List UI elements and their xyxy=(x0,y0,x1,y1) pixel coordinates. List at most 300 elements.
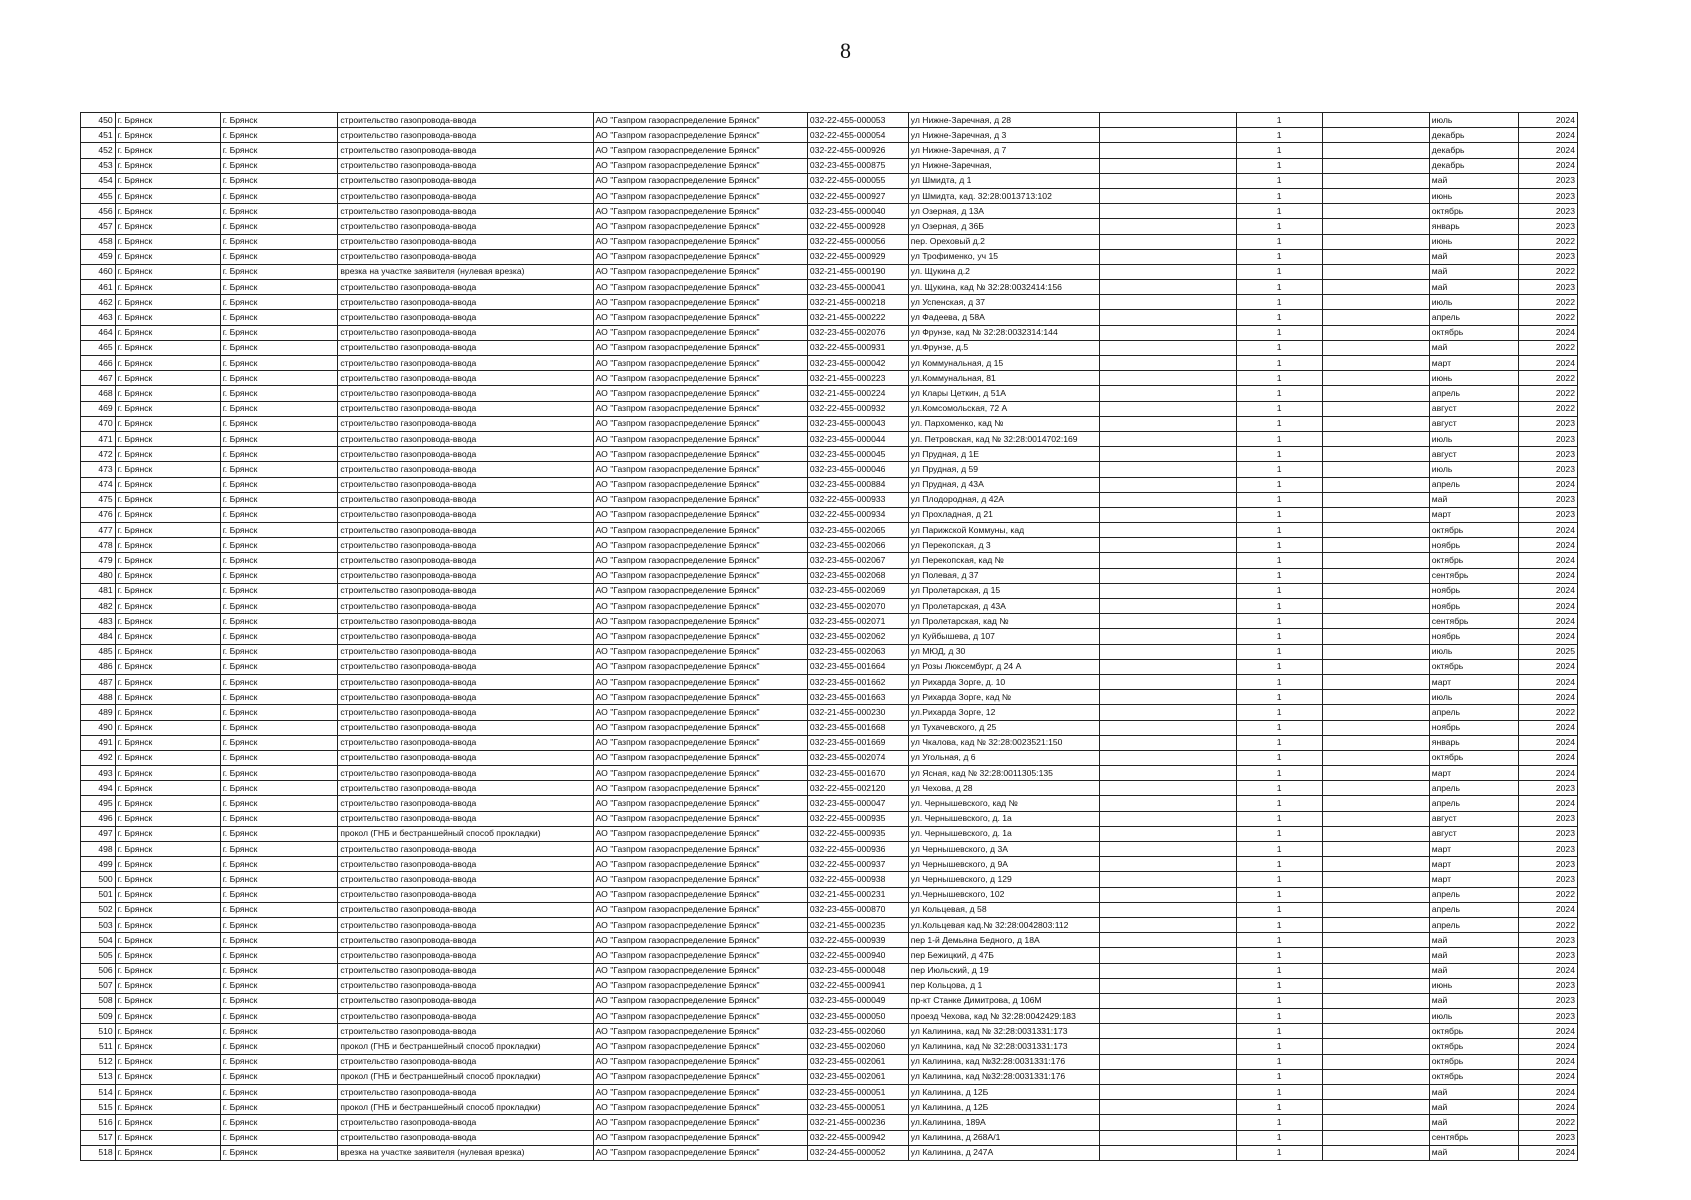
work-type-cell: строительство газопровода-ввода xyxy=(338,113,593,128)
empty-cell xyxy=(1322,1145,1429,1160)
settlement-cell: г. Брянск xyxy=(220,356,338,371)
table-row xyxy=(81,264,1578,279)
year-cell: 2024 xyxy=(1519,735,1578,750)
address-cell: ул Нижне-Заречная, xyxy=(908,158,1099,173)
year-cell: 2024 xyxy=(1519,128,1578,143)
table-row xyxy=(81,386,1578,401)
municipality-cell: г. Брянск xyxy=(115,1039,220,1054)
municipality-cell: г. Брянск xyxy=(115,310,220,325)
settlement-cell: г. Брянск xyxy=(220,188,338,203)
year-cell: 2024 xyxy=(1519,796,1578,811)
empty-cell xyxy=(1322,507,1429,522)
quantity-cell: 1 xyxy=(1236,978,1322,993)
organization-cell: АО "Газпром газораспределение Брянск" xyxy=(593,371,807,386)
row-number: 482 xyxy=(81,599,116,614)
address-cell: ул Озерная, д 36Б xyxy=(908,219,1099,234)
settlement-cell: г. Брянск xyxy=(220,507,338,522)
month-cell: май xyxy=(1429,1115,1518,1130)
settlement-cell: г. Брянск xyxy=(220,644,338,659)
registry-number-cell: 032-23-455-000051 xyxy=(807,1085,908,1100)
table-row xyxy=(81,128,1578,143)
empty-cell xyxy=(1099,128,1236,143)
year-cell: 2023 xyxy=(1519,492,1578,507)
registry-number-cell: 032-23-455-000048 xyxy=(807,963,908,978)
municipality-cell: г. Брянск xyxy=(115,143,220,158)
registry-number-cell: 032-22-455-000940 xyxy=(807,948,908,963)
quantity-cell: 1 xyxy=(1236,1130,1322,1145)
address-cell: ул Нижне-Заречная, д 28 xyxy=(908,113,1099,128)
empty-cell xyxy=(1099,781,1236,796)
quantity-cell: 1 xyxy=(1236,781,1322,796)
empty-cell xyxy=(1099,583,1236,598)
year-cell: 2024 xyxy=(1519,523,1578,538)
year-cell: 2023 xyxy=(1519,1130,1578,1145)
empty-cell xyxy=(1322,872,1429,887)
row-number: 516 xyxy=(81,1115,116,1130)
table-row xyxy=(81,826,1578,841)
municipality-cell: г. Брянск xyxy=(115,750,220,765)
registry-number-cell: 032-21-455-000230 xyxy=(807,705,908,720)
month-cell: ноябрь xyxy=(1429,720,1518,735)
work-type-cell: строительство газопровода-ввода xyxy=(338,583,593,598)
quantity-cell: 1 xyxy=(1236,948,1322,963)
registry-number-cell: 032-23-455-002070 xyxy=(807,599,908,614)
year-cell: 2023 xyxy=(1519,204,1578,219)
quantity-cell: 1 xyxy=(1236,325,1322,340)
empty-cell xyxy=(1099,887,1236,902)
work-type-cell: врезка на участке заявителя (нулевая врезка) xyxy=(338,264,593,279)
table-row xyxy=(81,1054,1578,1069)
registry-number-cell: 032-23-455-000046 xyxy=(807,462,908,477)
empty-cell xyxy=(1099,978,1236,993)
settlement-cell: г. Брянск xyxy=(220,249,338,264)
table-row xyxy=(81,599,1578,614)
month-cell: май xyxy=(1429,173,1518,188)
organization-cell: АО "Газпром газораспределение Брянск" xyxy=(593,264,807,279)
row-number: 502 xyxy=(81,902,116,917)
municipality-cell: г. Брянск xyxy=(115,204,220,219)
empty-cell xyxy=(1099,1145,1236,1160)
municipality-cell: г. Брянск xyxy=(115,325,220,340)
row-number: 500 xyxy=(81,872,116,887)
month-cell: декабрь xyxy=(1429,143,1518,158)
empty-cell xyxy=(1322,750,1429,765)
settlement-cell: г. Брянск xyxy=(220,705,338,720)
empty-cell xyxy=(1322,659,1429,674)
organization-cell: АО "Газпром газораспределение Брянск" xyxy=(593,933,807,948)
organization-cell: АО "Газпром газораспределение Брянск" xyxy=(593,507,807,522)
organization-cell: АО "Газпром газораспределение Брянск" xyxy=(593,143,807,158)
month-cell: октябрь xyxy=(1429,1039,1518,1054)
row-number: 458 xyxy=(81,234,116,249)
organization-cell: АО "Газпром газораспределение Брянск" xyxy=(593,158,807,173)
empty-cell xyxy=(1322,766,1429,781)
table-row xyxy=(81,158,1578,173)
empty-cell xyxy=(1322,1039,1429,1054)
empty-cell xyxy=(1099,219,1236,234)
registry-number-cell: 032-23-455-002067 xyxy=(807,553,908,568)
work-type-cell: строительство газопровода-ввода xyxy=(338,720,593,735)
registry-number-cell: 032-22-455-000942 xyxy=(807,1130,908,1145)
empty-cell xyxy=(1099,1024,1236,1039)
row-number: 454 xyxy=(81,173,116,188)
month-cell: май xyxy=(1429,963,1518,978)
table-row xyxy=(81,113,1578,128)
address-cell: ул. Чернышевского, д. 1а xyxy=(908,826,1099,841)
settlement-cell: г. Брянск xyxy=(220,1039,338,1054)
registry-number-cell: 032-23-455-000044 xyxy=(807,431,908,446)
settlement-cell: г. Брянск xyxy=(220,796,338,811)
year-cell: 2024 xyxy=(1519,158,1578,173)
empty-cell xyxy=(1322,356,1429,371)
empty-cell xyxy=(1322,781,1429,796)
row-number: 508 xyxy=(81,993,116,1008)
month-cell: май xyxy=(1429,1085,1518,1100)
settlement-cell: г. Брянск xyxy=(220,280,338,295)
year-cell: 2023 xyxy=(1519,842,1578,857)
registry-number-cell: 032-21-455-000235 xyxy=(807,917,908,932)
year-cell: 2024 xyxy=(1519,538,1578,553)
empty-cell xyxy=(1322,917,1429,932)
table-row xyxy=(81,644,1578,659)
registry-number-cell: 032-23-455-002065 xyxy=(807,523,908,538)
municipality-cell: г. Брянск xyxy=(115,416,220,431)
month-cell: март xyxy=(1429,356,1518,371)
quantity-cell: 1 xyxy=(1236,1115,1322,1130)
organization-cell: АО "Газпром газораспределение Брянск" xyxy=(593,690,807,705)
table-row xyxy=(81,431,1578,446)
empty-cell xyxy=(1099,674,1236,689)
address-cell: ул Фадеева, д 58А xyxy=(908,310,1099,325)
month-cell: апрель xyxy=(1429,477,1518,492)
work-type-cell: строительство газопровода-ввода xyxy=(338,310,593,325)
year-cell: 2024 xyxy=(1519,583,1578,598)
municipality-cell: г. Брянск xyxy=(115,887,220,902)
registry-number-cell: 032-22-455-000935 xyxy=(807,811,908,826)
month-cell: июль xyxy=(1429,431,1518,446)
address-cell: ул Чернышевского, д 129 xyxy=(908,872,1099,887)
organization-cell: АО "Газпром газораспределение Брянск" xyxy=(593,796,807,811)
month-cell: ноябрь xyxy=(1429,538,1518,553)
empty-cell xyxy=(1322,1130,1429,1145)
registry-number-cell: 032-23-455-000050 xyxy=(807,1009,908,1024)
table-row xyxy=(81,933,1578,948)
organization-cell: АО "Газпром газораспределение Брянск" xyxy=(593,234,807,249)
table-row xyxy=(81,750,1578,765)
quantity-cell: 1 xyxy=(1236,401,1322,416)
month-cell: июль xyxy=(1429,690,1518,705)
year-cell: 2024 xyxy=(1519,614,1578,629)
address-cell: ул Калинина, кад №32:28:0031331:176 xyxy=(908,1069,1099,1084)
settlement-cell: г. Брянск xyxy=(220,1069,338,1084)
empty-cell xyxy=(1099,401,1236,416)
empty-cell xyxy=(1099,158,1236,173)
municipality-cell: г. Брянск xyxy=(115,219,220,234)
registry-number-cell: 032-23-455-002063 xyxy=(807,644,908,659)
table-row xyxy=(81,583,1578,598)
municipality-cell: г. Брянск xyxy=(115,523,220,538)
month-cell: март xyxy=(1429,674,1518,689)
row-number: 465 xyxy=(81,340,116,355)
year-cell: 2023 xyxy=(1519,188,1578,203)
quantity-cell: 1 xyxy=(1236,1054,1322,1069)
empty-cell xyxy=(1322,583,1429,598)
organization-cell: АО "Газпром газораспределение Брянск" xyxy=(593,887,807,902)
year-cell: 2024 xyxy=(1519,143,1578,158)
work-type-cell: строительство газопровода-ввода xyxy=(338,887,593,902)
year-cell: 2024 xyxy=(1519,1145,1578,1160)
work-type-cell: строительство газопровода-ввода xyxy=(338,249,593,264)
month-cell: октябрь xyxy=(1429,1054,1518,1069)
month-cell: апрель xyxy=(1429,705,1518,720)
table-row xyxy=(81,219,1578,234)
registry-number-cell: 032-23-455-001664 xyxy=(807,659,908,674)
row-number: 455 xyxy=(81,188,116,203)
address-cell: ул.Чернышевского, 102 xyxy=(908,887,1099,902)
address-cell: пер. Ореховый д.2 xyxy=(908,234,1099,249)
empty-cell xyxy=(1099,553,1236,568)
empty-cell xyxy=(1322,173,1429,188)
month-cell: май xyxy=(1429,1100,1518,1115)
empty-cell xyxy=(1322,416,1429,431)
settlement-cell: г. Брянск xyxy=(220,325,338,340)
municipality-cell: г. Брянск xyxy=(115,1069,220,1084)
month-cell: июль xyxy=(1429,462,1518,477)
quantity-cell: 1 xyxy=(1236,674,1322,689)
year-cell: 2024 xyxy=(1519,674,1578,689)
registry-number-cell: 032-22-455-000934 xyxy=(807,507,908,522)
year-cell: 2022 xyxy=(1519,234,1578,249)
month-cell: апрель xyxy=(1429,781,1518,796)
organization-cell: АО "Газпром газораспределение Брянск" xyxy=(593,1145,807,1160)
empty-cell xyxy=(1099,1054,1236,1069)
settlement-cell: г. Брянск xyxy=(220,674,338,689)
municipality-cell: г. Брянск xyxy=(115,492,220,507)
empty-cell xyxy=(1099,113,1236,128)
work-type-cell: строительство газопровода-ввода xyxy=(338,766,593,781)
quantity-cell: 1 xyxy=(1236,659,1322,674)
quantity-cell: 1 xyxy=(1236,538,1322,553)
work-type-cell: строительство газопровода-ввода xyxy=(338,1009,593,1024)
municipality-cell: г. Брянск xyxy=(115,249,220,264)
month-cell: октябрь xyxy=(1429,1069,1518,1084)
settlement-cell: г. Брянск xyxy=(220,690,338,705)
municipality-cell: г. Брянск xyxy=(115,993,220,1008)
month-cell: июнь xyxy=(1429,188,1518,203)
work-type-cell: строительство газопровода-ввода xyxy=(338,811,593,826)
empty-cell xyxy=(1099,811,1236,826)
address-cell: пер 1-й Демьяна Бедного, д 18А xyxy=(908,933,1099,948)
work-type-cell: строительство газопровода-ввода xyxy=(338,1054,593,1069)
work-type-cell: врезка на участке заявителя (нулевая врезка) xyxy=(338,1145,593,1160)
quantity-cell: 1 xyxy=(1236,158,1322,173)
empty-cell xyxy=(1322,431,1429,446)
quantity-cell: 1 xyxy=(1236,796,1322,811)
row-number: 493 xyxy=(81,766,116,781)
quantity-cell: 1 xyxy=(1236,872,1322,887)
empty-cell xyxy=(1099,1100,1236,1115)
empty-cell xyxy=(1099,933,1236,948)
organization-cell: АО "Газпром газораспределение Брянск" xyxy=(593,128,807,143)
empty-cell xyxy=(1099,295,1236,310)
registry-number-cell: 032-23-455-000041 xyxy=(807,280,908,295)
work-type-cell: строительство газопровода-ввода xyxy=(338,492,593,507)
work-type-cell: строительство газопровода-ввода xyxy=(338,188,593,203)
empty-cell xyxy=(1099,1039,1236,1054)
year-cell: 2024 xyxy=(1519,1069,1578,1084)
empty-cell xyxy=(1322,538,1429,553)
quantity-cell: 1 xyxy=(1236,993,1322,1008)
empty-cell xyxy=(1322,705,1429,720)
quantity-cell: 1 xyxy=(1236,568,1322,583)
row-number: 467 xyxy=(81,371,116,386)
settlement-cell: г. Брянск xyxy=(220,872,338,887)
organization-cell: АО "Газпром газораспределение Брянск" xyxy=(593,1100,807,1115)
year-cell: 2024 xyxy=(1519,720,1578,735)
municipality-cell: г. Брянск xyxy=(115,431,220,446)
address-cell: ул.Калинина, 189А xyxy=(908,1115,1099,1130)
row-number: 466 xyxy=(81,356,116,371)
work-type-cell: строительство газопровода-ввода xyxy=(338,416,593,431)
quantity-cell: 1 xyxy=(1236,553,1322,568)
month-cell: ноябрь xyxy=(1429,583,1518,598)
month-cell: июль xyxy=(1429,644,1518,659)
table-row xyxy=(81,963,1578,978)
organization-cell: АО "Газпром газораспределение Брянск" xyxy=(593,401,807,416)
settlement-cell: г. Брянск xyxy=(220,629,338,644)
municipality-cell: г. Брянск xyxy=(115,735,220,750)
quantity-cell: 1 xyxy=(1236,963,1322,978)
row-number: 452 xyxy=(81,143,116,158)
empty-cell xyxy=(1322,158,1429,173)
registry-number-cell: 032-21-455-000224 xyxy=(807,386,908,401)
address-cell: ул Угольная, д 6 xyxy=(908,750,1099,765)
settlement-cell: г. Брянск xyxy=(220,568,338,583)
registry-number-cell: 032-22-455-000937 xyxy=(807,857,908,872)
organization-cell: АО "Газпром газораспределение Брянск" xyxy=(593,705,807,720)
table-row xyxy=(81,720,1578,735)
organization-cell: АО "Газпром газораспределение Брянск" xyxy=(593,720,807,735)
empty-cell xyxy=(1322,492,1429,507)
quantity-cell: 1 xyxy=(1236,477,1322,492)
address-cell: ул Калинина, кад № 32:28:0031331:173 xyxy=(908,1039,1099,1054)
empty-cell xyxy=(1099,143,1236,158)
address-cell: проезд Чехова, кад № 32:28:0042429:183 xyxy=(908,1009,1099,1024)
registry-number-cell: 032-23-455-002060 xyxy=(807,1039,908,1054)
table-row xyxy=(81,629,1578,644)
municipality-cell: г. Брянск xyxy=(115,447,220,462)
empty-cell xyxy=(1322,674,1429,689)
empty-cell xyxy=(1322,371,1429,386)
work-type-cell: строительство газопровода-ввода xyxy=(338,386,593,401)
settlement-cell: г. Брянск xyxy=(220,1100,338,1115)
work-type-cell: строительство газопровода-ввода xyxy=(338,143,593,158)
address-cell: ул. Щукина д.2 xyxy=(908,264,1099,279)
registry-number-cell: 032-23-455-000042 xyxy=(807,356,908,371)
registry-number-cell: 032-23-455-002066 xyxy=(807,538,908,553)
empty-cell xyxy=(1322,128,1429,143)
month-cell: март xyxy=(1429,842,1518,857)
municipality-cell: г. Брянск xyxy=(115,766,220,781)
month-cell: май xyxy=(1429,249,1518,264)
quantity-cell: 1 xyxy=(1236,249,1322,264)
row-number: 511 xyxy=(81,1039,116,1054)
empty-cell xyxy=(1322,264,1429,279)
year-cell: 2023 xyxy=(1519,993,1578,1008)
work-type-cell: строительство газопровода-ввода xyxy=(338,933,593,948)
work-type-cell: строительство газопровода-ввода xyxy=(338,340,593,355)
empty-cell xyxy=(1322,978,1429,993)
table-row xyxy=(81,705,1578,720)
table-row xyxy=(81,401,1578,416)
month-cell: октябрь xyxy=(1429,553,1518,568)
settlement-cell: г. Брянск xyxy=(220,340,338,355)
address-cell: ул Полевая, д 37 xyxy=(908,568,1099,583)
quantity-cell: 1 xyxy=(1236,842,1322,857)
empty-cell xyxy=(1099,568,1236,583)
empty-cell xyxy=(1099,629,1236,644)
quantity-cell: 1 xyxy=(1236,599,1322,614)
settlement-cell: г. Брянск xyxy=(220,401,338,416)
municipality-cell: г. Брянск xyxy=(115,796,220,811)
work-type-cell: строительство газопровода-ввода xyxy=(338,1085,593,1100)
municipality-cell: г. Брянск xyxy=(115,1009,220,1024)
year-cell: 2024 xyxy=(1519,766,1578,781)
empty-cell xyxy=(1099,462,1236,477)
row-number: 477 xyxy=(81,523,116,538)
row-number: 479 xyxy=(81,553,116,568)
row-number: 475 xyxy=(81,492,116,507)
month-cell: декабрь xyxy=(1429,158,1518,173)
registry-number-cell: 032-23-455-000051 xyxy=(807,1100,908,1115)
empty-cell xyxy=(1099,416,1236,431)
empty-cell xyxy=(1322,340,1429,355)
year-cell: 2023 xyxy=(1519,826,1578,841)
registry-number-cell: 032-22-455-000055 xyxy=(807,173,908,188)
month-cell: июнь xyxy=(1429,978,1518,993)
settlement-cell: г. Брянск xyxy=(220,1115,338,1130)
organization-cell: АО "Газпром газораспределение Брянск" xyxy=(593,599,807,614)
municipality-cell: г. Брянск xyxy=(115,188,220,203)
quantity-cell: 1 xyxy=(1236,431,1322,446)
registry-number-cell: 032-23-455-002061 xyxy=(807,1054,908,1069)
municipality-cell: г. Брянск xyxy=(115,659,220,674)
year-cell: 2022 xyxy=(1519,887,1578,902)
empty-cell xyxy=(1099,690,1236,705)
empty-cell xyxy=(1099,371,1236,386)
empty-cell xyxy=(1099,386,1236,401)
row-number: 480 xyxy=(81,568,116,583)
month-cell: ноябрь xyxy=(1429,599,1518,614)
empty-cell xyxy=(1322,963,1429,978)
row-number: 498 xyxy=(81,842,116,857)
work-type-cell: строительство газопровода-ввода xyxy=(338,128,593,143)
row-number: 478 xyxy=(81,538,116,553)
organization-cell: АО "Газпром газораспределение Брянск" xyxy=(593,1024,807,1039)
address-cell: ул. Чернышевского, д. 1а xyxy=(908,811,1099,826)
organization-cell: АО "Газпром газораспределение Брянск" xyxy=(593,583,807,598)
registry-number-cell: 032-23-455-002076 xyxy=(807,325,908,340)
empty-cell xyxy=(1099,842,1236,857)
empty-cell xyxy=(1099,538,1236,553)
settlement-cell: г. Брянск xyxy=(220,963,338,978)
year-cell: 2023 xyxy=(1519,872,1578,887)
settlement-cell: г. Брянск xyxy=(220,553,338,568)
year-cell: 2023 xyxy=(1519,1009,1578,1024)
organization-cell: АО "Газпром газораспределение Брянск" xyxy=(593,674,807,689)
municipality-cell: г. Брянск xyxy=(115,720,220,735)
municipality-cell: г. Брянск xyxy=(115,857,220,872)
